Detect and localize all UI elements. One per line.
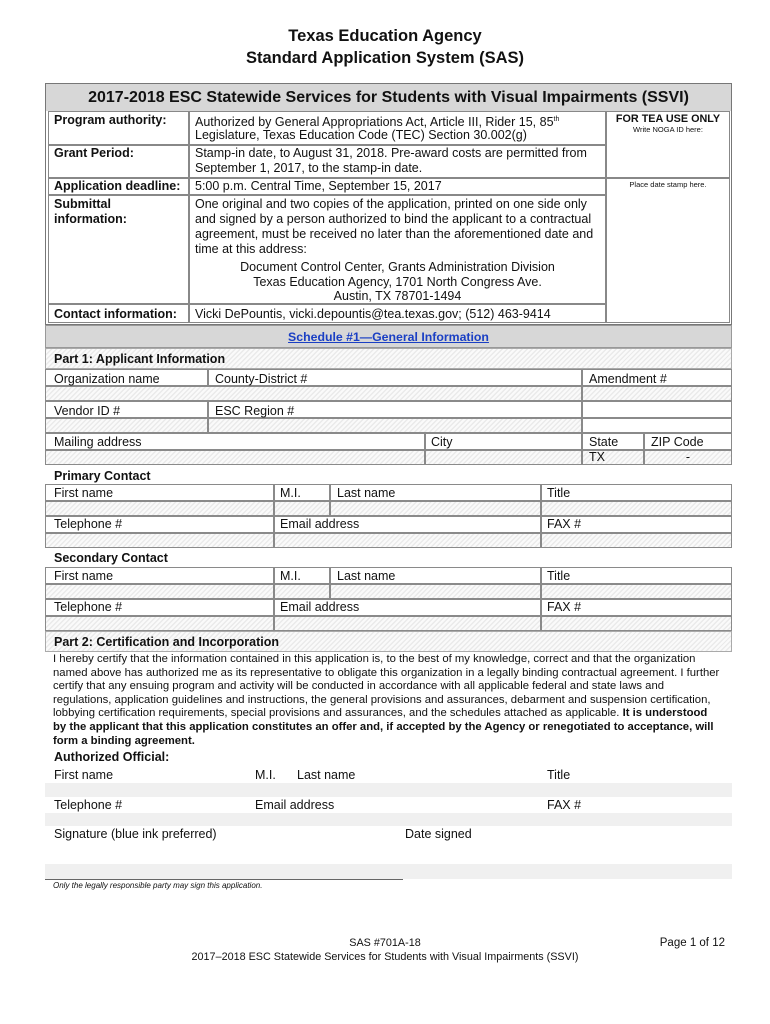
submittal-label-2: information: bbox=[54, 212, 127, 226]
city-label: City bbox=[431, 435, 453, 449]
ao-title-label: Title bbox=[547, 768, 571, 782]
sc-telephone-input[interactable] bbox=[45, 616, 274, 631]
ao-date-signed-label: Date signed bbox=[405, 827, 472, 841]
pc-email-input[interactable] bbox=[274, 533, 541, 548]
system-title: Standard Application System (SAS) bbox=[245, 49, 525, 67]
state-label: State bbox=[589, 435, 619, 449]
mailing-address-input[interactable] bbox=[45, 450, 425, 465]
vendor-id-input[interactable] bbox=[45, 418, 208, 433]
amendment-label: Amendment # bbox=[589, 372, 667, 386]
ao-contact-input-row[interactable] bbox=[45, 813, 732, 826]
footnote-rule bbox=[45, 879, 403, 880]
secondary-contact-title: Secondary Contact bbox=[54, 551, 168, 565]
pc-email-label: Email address bbox=[280, 517, 360, 531]
submittal-label: Submittal bbox=[54, 197, 111, 211]
pc-title-label: Title bbox=[547, 486, 571, 500]
grant-period-label: Grant Period: bbox=[54, 146, 134, 160]
cert-line-6: by the applicant that this application constitutes an offer and, if accepted by the Agency or renegotiated to acceptance, will bbox=[53, 720, 714, 733]
date-stamp-label: Place date stamp here. bbox=[629, 180, 707, 189]
sc-fax-label: FAX # bbox=[547, 600, 582, 614]
submittal-text-2: and signed by a person authorized to bind the applicant to a contractual bbox=[195, 212, 592, 226]
program-authority-value: Authorized by General Appropriations Act, Article III, Rider 15, 85th bbox=[195, 115, 560, 130]
footer-page-number: Page 1 of 12 bbox=[659, 937, 725, 949]
pc-mi-input[interactable] bbox=[274, 501, 330, 516]
footnote: Only the legally responsible party may sign this application. bbox=[53, 881, 263, 890]
mailing-address-label: Mailing address bbox=[54, 435, 142, 449]
footer-form-id: SAS #701A-18 bbox=[349, 937, 421, 949]
schedule-1-link[interactable]: Schedule #1—General Information bbox=[288, 330, 489, 344]
contact-value: Vicki DePountis, vicki.depountis@tea.texas.gov; (512) 463-9414 bbox=[195, 307, 551, 321]
agency-title: Texas Education Agency bbox=[288, 27, 482, 45]
sc-last-name-label: Last name bbox=[337, 569, 396, 583]
esc-region-label: ESC Region # bbox=[215, 404, 295, 418]
ao-name-input-row[interactable] bbox=[45, 783, 732, 797]
ao-fax-label: FAX # bbox=[547, 798, 582, 812]
tea-use-title: FOR TEA USE ONLY bbox=[615, 113, 721, 125]
noga-id-label: Write NOGA ID here: bbox=[633, 125, 703, 134]
deadline-label: Application deadline: bbox=[54, 179, 181, 193]
sc-email-input[interactable] bbox=[274, 616, 541, 631]
sc-fax-input[interactable] bbox=[541, 616, 732, 631]
deadline-value: 5:00 p.m. Central Time, September 15, 2017 bbox=[195, 179, 442, 193]
contact-label: Contact information: bbox=[54, 307, 177, 321]
cert-line-5: lobbying certification requirements, special provisions and assurances, and the schedules attached as applicable. It is understood bbox=[53, 707, 708, 720]
part1-title: Part 1: Applicant Information bbox=[54, 352, 226, 366]
ao-mi-label: M.I. bbox=[255, 768, 276, 782]
amendment-input[interactable] bbox=[582, 386, 732, 401]
submittal-text-4: time at this address: bbox=[195, 242, 307, 256]
program-title: 2017-2018 ESC Statewide Services for Students with Visual Impairments (SSVI) bbox=[88, 89, 689, 106]
sc-last-name-input[interactable] bbox=[330, 584, 541, 599]
county-district-label: County-District # bbox=[215, 372, 308, 386]
pc-mi-label: M.I. bbox=[280, 486, 301, 500]
pc-telephone-input[interactable] bbox=[45, 533, 274, 548]
tea-stamp-box bbox=[606, 178, 730, 323]
certification-text bbox=[53, 653, 733, 748]
zip-value: - bbox=[685, 450, 691, 464]
pc-title-input[interactable] bbox=[541, 501, 732, 516]
submittal-text-1: One original and two copies of the application, printed on one side only bbox=[195, 197, 587, 211]
sc-title-input[interactable] bbox=[541, 584, 732, 599]
blank-cell-2 bbox=[582, 418, 732, 433]
cert-line-3: certify that any ensuing program and activity will be conducted in accordance with all applicable federal and state laws and bbox=[53, 680, 665, 693]
pc-last-name-input[interactable] bbox=[330, 501, 541, 516]
org-name-input[interactable] bbox=[45, 386, 582, 401]
cert-line-4: regulations, application guidelines and instructions, the general provisions and assurances, debarment and suspension certification, bbox=[53, 693, 711, 706]
pc-fax-label: FAX # bbox=[547, 517, 582, 531]
submittal-text-3: agreement, must be received no later than the aforementioned date and bbox=[195, 227, 594, 241]
city-input[interactable] bbox=[425, 450, 582, 465]
org-name-label: Organization name bbox=[54, 372, 160, 386]
vendor-id-label: Vendor ID # bbox=[54, 404, 121, 418]
sc-telephone-label: Telephone # bbox=[54, 600, 123, 614]
zip-label: ZIP Code bbox=[651, 435, 704, 449]
esc-region-input[interactable] bbox=[208, 418, 582, 433]
grant-period-value: Stamp-in date, to August 31, 2018. Pre-award costs are permitted from bbox=[195, 146, 587, 160]
cert-line-1: I hereby certify that the information contained in this application is, to the best of my knowledge, correct and that the organization bbox=[53, 653, 696, 665]
part2-title: Part 2: Certification and Incorporation bbox=[54, 635, 280, 649]
address-line-1: Document Control Center, Grants Administration Division bbox=[240, 260, 555, 274]
cert-line-2: named above has authorized me as its representative to obligate this organization in a legally binding contractual agreement. I further bbox=[53, 666, 720, 679]
sc-title-label: Title bbox=[547, 569, 571, 583]
footer-program: 2017–2018 ESC Statewide Services for Students with Visual Impairments (SSVI) bbox=[191, 951, 579, 963]
sc-mi-label: M.I. bbox=[280, 569, 301, 583]
sc-email-label: Email address bbox=[280, 600, 360, 614]
ao-signature-label: Signature (blue ink preferred) bbox=[54, 827, 217, 841]
schedule-link-wrap bbox=[45, 328, 732, 346]
program-authority-value-2: Legislature, Texas Education Code (TEC) Section 30.002(g) bbox=[195, 128, 527, 142]
authorized-official-title: Authorized Official: bbox=[54, 750, 170, 764]
sc-first-name-input[interactable] bbox=[45, 584, 274, 599]
state-value: TX bbox=[589, 450, 605, 464]
pc-telephone-label: Telephone # bbox=[54, 517, 123, 531]
pc-last-name-label: Last name bbox=[337, 486, 396, 500]
address-line-3: Austin, TX 78701-1494 bbox=[333, 289, 462, 303]
ao-last-name-label: Last name bbox=[297, 768, 356, 782]
grant-period-value-2: September 1, 2017, to the stamp-in date. bbox=[195, 161, 423, 175]
sc-mi-input[interactable] bbox=[274, 584, 330, 599]
ao-signature-input-row[interactable] bbox=[45, 864, 732, 879]
pc-fax-input[interactable] bbox=[541, 533, 732, 548]
ao-first-name-label: First name bbox=[54, 768, 114, 782]
primary-contact-title: Primary Contact bbox=[54, 469, 151, 483]
pc-first-name-input[interactable] bbox=[45, 501, 274, 516]
pc-first-name-label: First name bbox=[54, 486, 114, 500]
cert-line-7: form a binding agreement. bbox=[53, 734, 195, 747]
address-line-2: Texas Education Agency, 1701 North Congress Ave. bbox=[253, 275, 542, 289]
sc-first-name-label: First name bbox=[54, 569, 114, 583]
blank-cell-1 bbox=[582, 401, 732, 418]
ao-email-label: Email address bbox=[255, 798, 335, 812]
ao-telephone-label: Telephone # bbox=[54, 798, 123, 812]
program-authority-label: Program authority: bbox=[54, 113, 167, 127]
